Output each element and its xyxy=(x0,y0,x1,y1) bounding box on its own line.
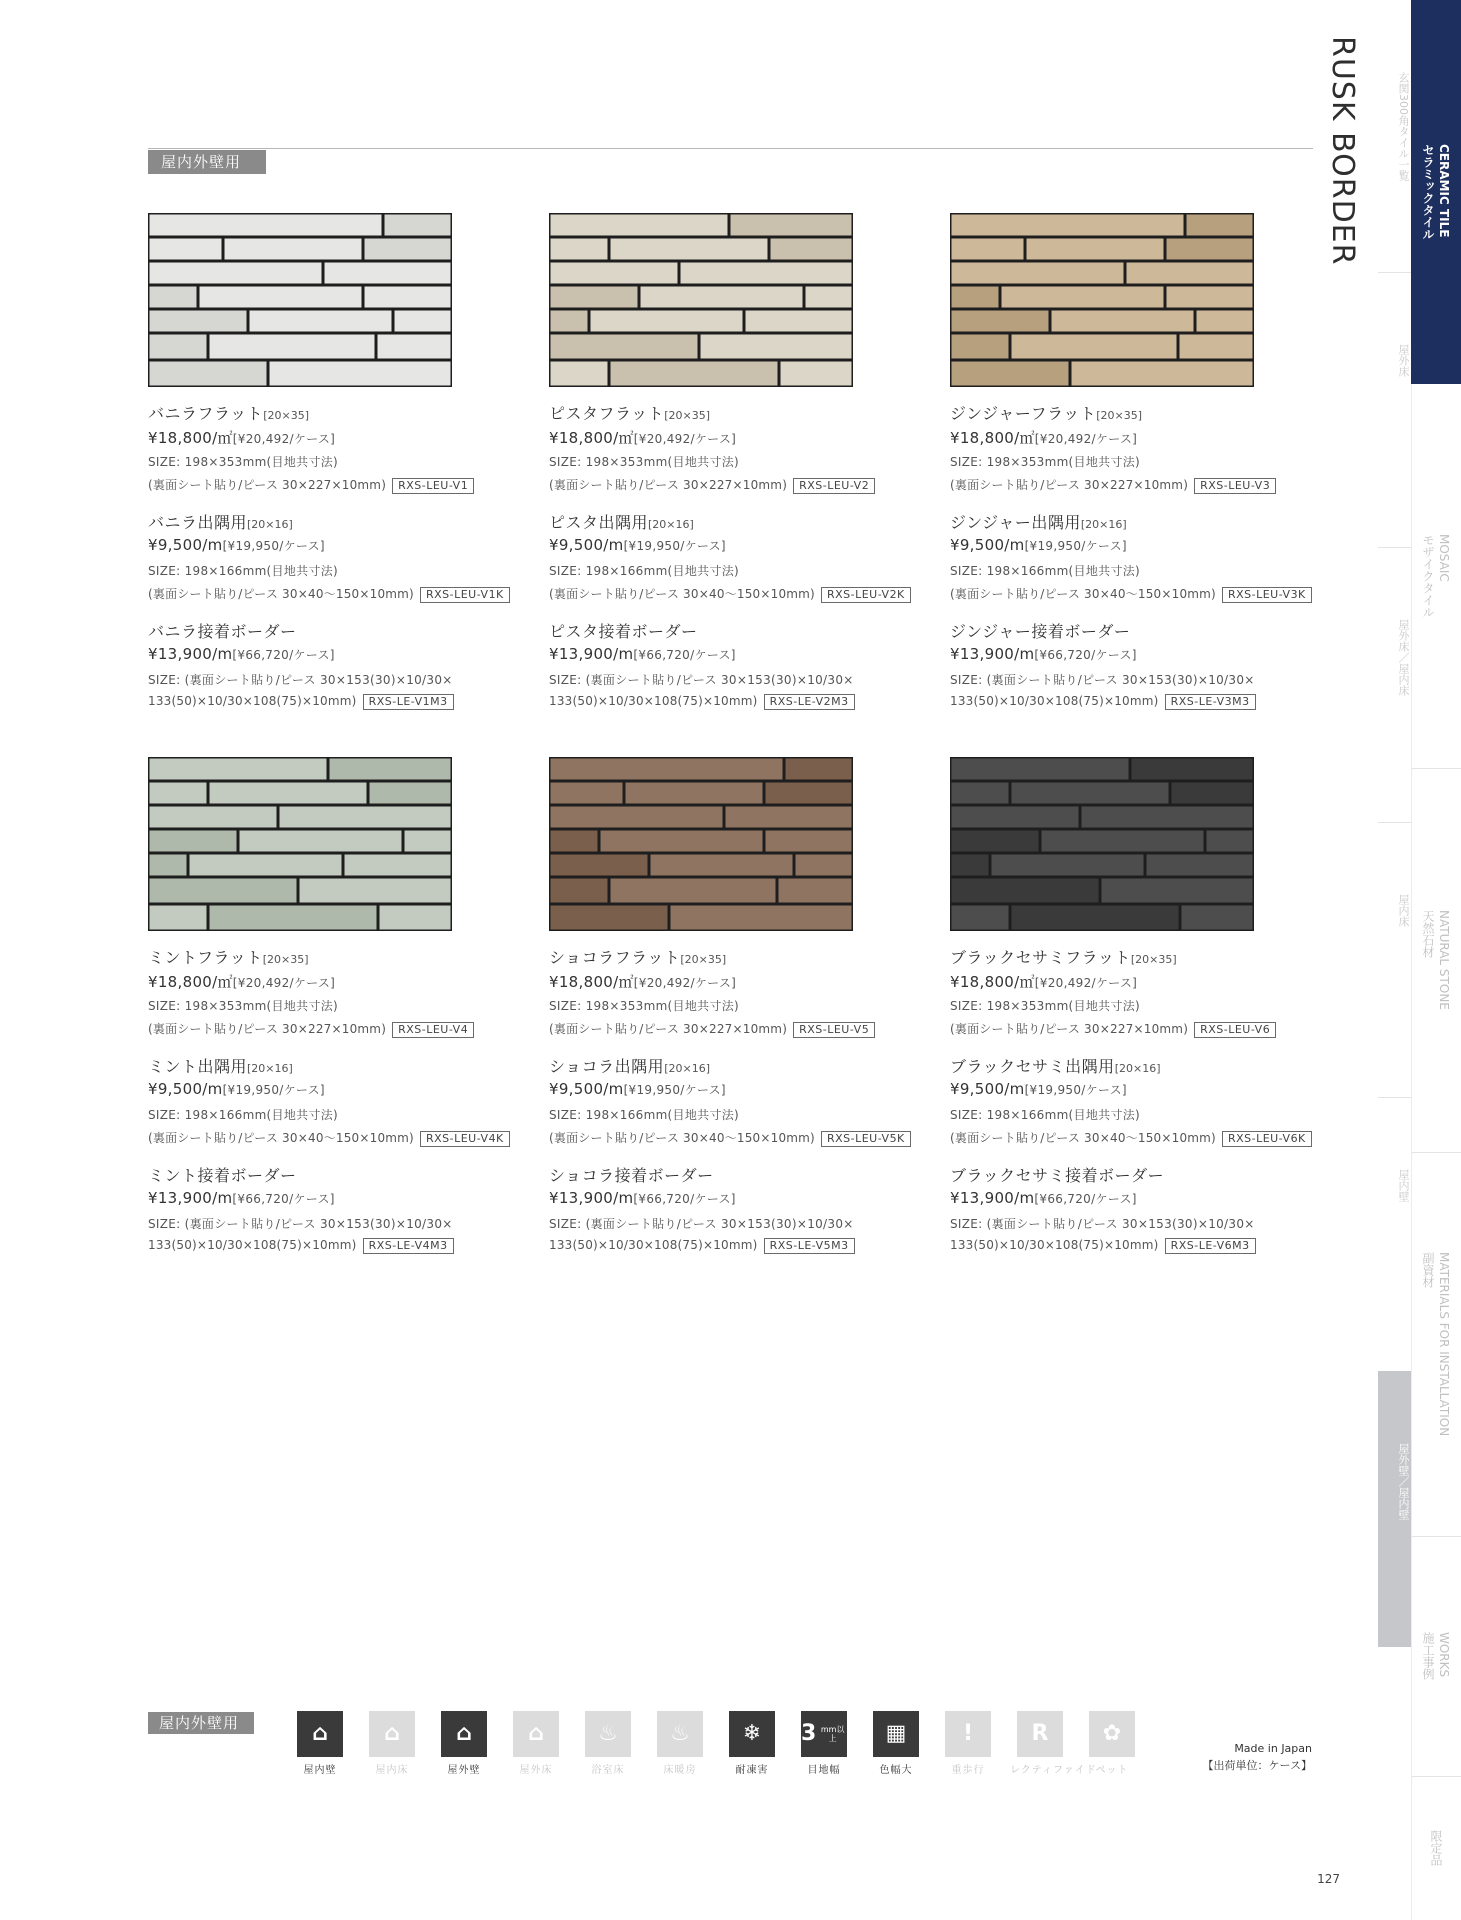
product-note: (裏面シート貼り/ピース 30×40～150×10mm) RXS-LEU-V6K xyxy=(950,1129,1350,1149)
tile-swatch xyxy=(950,757,1254,931)
product-note: (裏面シート貼り/ピース 30×227×10mm) RXS-LEU-V6 xyxy=(950,1020,1350,1040)
product-spec xyxy=(549,1163,949,1258)
product-dimension: [20×35] xyxy=(262,953,309,966)
product-spec xyxy=(148,401,548,496)
product-code: RXS-LE-V1M3 xyxy=(363,694,454,710)
product-size: SIZE: 198×353mm(目地共寸法) xyxy=(950,999,1141,1013)
product-spec xyxy=(148,1163,548,1258)
product-code: RXS-LEU-V6 xyxy=(1194,1022,1276,1038)
product-price: ¥18,800/㎡[¥20,492/ケース] xyxy=(549,429,737,447)
product-dimension: [20×35] xyxy=(1130,953,1177,966)
product-price: ¥18,800/㎡[¥20,492/ケース] xyxy=(950,973,1138,991)
case-price: [¥66,720/ケース] xyxy=(232,648,335,662)
product-dimension: [20×16] xyxy=(247,518,293,531)
shipping-unit-note: 【出荷単位：ケース】 xyxy=(1202,1759,1312,1772)
product-note: (裏面シート貼り/ピース 30×40～150×10mm) RXS-LEU-V4K xyxy=(148,1129,548,1149)
product-dimension: [20×16] xyxy=(247,1062,293,1075)
product-code: RXS-LEU-V1K xyxy=(420,587,510,603)
legend-item xyxy=(1010,1711,1097,1776)
product-note: (裏面シート貼り/ピース 30×40～150×10mm) RXS-LEU-V2K xyxy=(549,585,949,605)
product-dimension: [20×16] xyxy=(1114,1062,1161,1075)
index-tab-label: 屋内床 xyxy=(1397,894,1410,927)
product-note: 133(50)×10/30×108(75)×10mm) RXS-LE-V2M3 xyxy=(549,694,949,714)
product-name: バニラフラット[20×35] xyxy=(148,404,309,423)
category-ceramic-tile[interactable] xyxy=(1411,0,1461,384)
product-name: ショコラ出隅用[20×16] xyxy=(549,1057,710,1076)
product-size: SIZE: (裏面シート貼り/ピース 30×153(30)×10/30× xyxy=(549,1217,854,1231)
case-price: [¥19,950/ケース] xyxy=(222,1083,325,1097)
product-spec xyxy=(549,619,949,714)
legend-label: 重歩行 xyxy=(951,1765,985,1776)
product-code: RXS-LE-V3M3 xyxy=(1165,694,1256,710)
category-jp: 限定品 xyxy=(1429,1830,1443,1866)
legend-item xyxy=(506,1711,566,1776)
legend-label: 屋内壁 xyxy=(303,1765,337,1776)
product-name: ジンジャー出隅用[20×16] xyxy=(950,513,1127,532)
tile-swatch xyxy=(549,757,853,931)
product-size: SIZE: (裏面シート貼り/ピース 30×153(30)×10/30× xyxy=(148,673,453,687)
product-code: RXS-LE-V2M3 xyxy=(764,694,855,710)
product-spec xyxy=(950,510,1350,605)
product-dimension: [20×16] xyxy=(1080,518,1127,531)
product-spec xyxy=(950,1163,1350,1258)
page-number: 127 xyxy=(1317,1872,1340,1886)
legend-label: 耐凍害 xyxy=(735,1765,769,1776)
case-price: [¥19,950/ケース] xyxy=(1024,539,1127,553)
product-size: SIZE: (裏面シート貼り/ピース 30×153(30)×10/30× xyxy=(950,1217,1255,1231)
product-size: SIZE: 198×166mm(目地共寸法) xyxy=(950,564,1141,578)
product-name: ミント接着ボーダー xyxy=(148,1166,297,1185)
made-in-japan: Made in Japan xyxy=(1234,1742,1312,1755)
product-name: ジンジャー接着ボーダー xyxy=(950,622,1131,641)
category-materials[interactable] xyxy=(1411,1152,1461,1536)
product-code: RXS-LEU-V6K xyxy=(1222,1131,1312,1147)
pet-icon: ✿ xyxy=(1089,1711,1135,1757)
legend-label: 色幅大 xyxy=(879,1765,913,1776)
product-name: ブラックセサミフラット[20×35] xyxy=(950,948,1177,967)
legend-item xyxy=(650,1711,710,1776)
product-card xyxy=(148,213,548,714)
product-spec xyxy=(950,1054,1350,1149)
case-price: [¥19,950/ケース] xyxy=(222,539,325,553)
product-size: SIZE: 198×166mm(目地共寸法) xyxy=(148,1108,339,1122)
case-price: [¥66,720/ケース] xyxy=(633,1192,736,1206)
legend-tag: 屋内外壁用 xyxy=(148,1712,254,1734)
product-price: ¥13,900/m[¥66,720/ケース] xyxy=(148,1189,335,1207)
bathroom-floor-icon: ♨ xyxy=(585,1711,631,1757)
product-price: ¥13,900/m[¥66,720/ケース] xyxy=(148,645,335,663)
product-code: RXS-LEU-V4 xyxy=(392,1022,474,1038)
category-en: MATERIALS FOR INSTALLATION xyxy=(1437,1251,1451,1437)
case-price: [¥66,720/ケース] xyxy=(1034,1192,1137,1206)
legend-label: ペット xyxy=(1095,1765,1129,1776)
product-size: SIZE: 198×353mm(目地共寸法) xyxy=(148,999,339,1013)
case-price: [¥66,720/ケース] xyxy=(633,648,736,662)
index-bar xyxy=(1378,0,1461,1920)
case-price: [¥20,492/ケース] xyxy=(232,432,336,446)
case-price: [¥20,492/ケース] xyxy=(232,976,336,990)
product-size: SIZE: (裏面シート貼り/ピース 30×153(30)×10/30× xyxy=(148,1217,453,1231)
case-price: [¥19,950/ケース] xyxy=(1024,1083,1127,1097)
product-code: RXS-LEU-V4K xyxy=(420,1131,510,1147)
product-name: ブラックセサミ出隅用[20×16] xyxy=(950,1057,1161,1076)
category-limited[interactable] xyxy=(1411,1776,1461,1920)
product-note: (裏面シート貼り/ピース 30×227×10mm) RXS-LEU-V3 xyxy=(950,476,1350,496)
product-code: RXS-LEU-V5K xyxy=(821,1131,911,1147)
product-spec xyxy=(148,619,548,714)
legend-item xyxy=(362,1711,422,1776)
rectified-icon: R xyxy=(1017,1711,1063,1757)
joint-width-icon: 3 mm以上 xyxy=(801,1711,847,1757)
category-en: MOSAIC xyxy=(1437,534,1451,582)
index-tab-indoor-wall[interactable] xyxy=(1378,1097,1411,1371)
product-spec xyxy=(148,510,548,605)
index-tab-outdoor-indoor-wall[interactable] xyxy=(1378,1371,1411,1647)
legend-label: 屋外床 xyxy=(519,1765,553,1776)
category-jp: モザイクタイル xyxy=(1421,534,1435,618)
product-price: ¥13,900/m[¥66,720/ケース] xyxy=(549,1189,736,1207)
legend-label: 浴室床 xyxy=(591,1765,625,1776)
indoor-floor-icon: ⌂ xyxy=(369,1711,415,1757)
product-card xyxy=(148,757,548,1258)
product-size: SIZE: 198×166mm(目地共寸法) xyxy=(549,564,740,578)
product-name: ピスタ接着ボーダー xyxy=(549,622,698,641)
product-price: ¥9,500/m[¥19,950/ケース] xyxy=(950,1080,1127,1098)
legend-item xyxy=(1082,1711,1142,1776)
product-size: SIZE: 198×353mm(目地共寸法) xyxy=(549,999,740,1013)
legend-item xyxy=(578,1711,638,1776)
category-natural-stone[interactable] xyxy=(1411,768,1461,1152)
product-price: ¥18,800/㎡[¥20,492/ケース] xyxy=(950,429,1138,447)
product-card xyxy=(549,757,949,1258)
product-size: SIZE: 198×166mm(目地共寸法) xyxy=(148,564,339,578)
product-size: SIZE: 198×166mm(目地共寸法) xyxy=(549,1108,740,1122)
category-mosaic[interactable] xyxy=(1411,384,1461,768)
product-size: SIZE: 198×353mm(目地共寸法) xyxy=(148,455,339,469)
product-note: 133(50)×10/30×108(75)×10mm) RXS-LE-V5M3 xyxy=(549,1238,949,1258)
index-tab-label: 屋内壁 xyxy=(1397,1169,1410,1202)
tile-swatch xyxy=(950,213,1254,387)
product-code: RXS-LEU-V2K xyxy=(821,587,911,603)
category-jp: 副資材 xyxy=(1421,1251,1435,1288)
index-tab-entrance-list[interactable] xyxy=(1378,0,1411,272)
product-spec xyxy=(549,1054,949,1149)
product-price: ¥18,800/㎡[¥20,492/ケース] xyxy=(148,429,336,447)
product-size: SIZE: 198×166mm(目地共寸法) xyxy=(950,1108,1141,1122)
product-card xyxy=(950,213,1350,714)
product-card xyxy=(950,757,1350,1258)
product-price: ¥9,500/m[¥19,950/ケース] xyxy=(148,536,325,554)
product-note: 133(50)×10/30×108(75)×10mm) RXS-LE-V4M3 xyxy=(148,1238,548,1258)
legend-item xyxy=(434,1711,494,1776)
category-en: CERAMIC TILE xyxy=(1437,144,1451,238)
product-price: ¥13,900/m[¥66,720/ケース] xyxy=(950,1189,1137,1207)
index-tab-label: 玄関300角タイル一覧 xyxy=(1397,72,1410,181)
product-price: ¥9,500/m[¥19,950/ケース] xyxy=(950,536,1127,554)
product-note: (裏面シート貼り/ピース 30×227×10mm) RXS-LEU-V1 xyxy=(148,476,548,496)
product-name: バニラ出隅用[20×16] xyxy=(148,513,293,532)
legend-item xyxy=(722,1711,782,1776)
product-dimension: [20×35] xyxy=(664,409,710,422)
product-size: SIZE: (裏面シート貼り/ピース 30×153(30)×10/30× xyxy=(549,673,854,687)
section-tag: 屋内外壁用 xyxy=(148,150,266,174)
product-spec xyxy=(148,1054,548,1149)
product-code: RXS-LE-V4M3 xyxy=(363,1238,454,1254)
product-size: SIZE: 198×353mm(目地共寸法) xyxy=(950,455,1141,469)
case-price: [¥19,950/ケース] xyxy=(623,539,726,553)
category-en: NATURAL STONE xyxy=(1437,910,1451,1010)
product-price: ¥18,800/㎡[¥20,492/ケース] xyxy=(148,973,336,991)
product-note: (裏面シート貼り/ピース 30×40～150×10mm) RXS-LEU-V5K xyxy=(549,1129,949,1149)
product-note: 133(50)×10/30×108(75)×10mm) RXS-LE-V1M3 xyxy=(148,694,548,714)
category-jp: 施工事例 xyxy=(1421,1632,1435,1680)
category-jp: セラミックタイル xyxy=(1421,144,1435,240)
series-title: RUSK BORDER xyxy=(1325,36,1360,266)
color-variation-icon: ▦ xyxy=(873,1711,919,1757)
case-price: [¥20,492/ケース] xyxy=(1034,432,1138,446)
product-spec xyxy=(950,945,1350,1040)
tile-swatch xyxy=(549,213,853,387)
case-price: [¥66,720/ケース] xyxy=(1034,648,1137,662)
case-price: [¥66,720/ケース] xyxy=(232,1192,335,1206)
product-code: RXS-LE-V6M3 xyxy=(1165,1238,1256,1254)
product-price: ¥9,500/m[¥19,950/ケース] xyxy=(549,536,726,554)
heavy-traffic-icon: ! xyxy=(945,1711,991,1757)
product-size: SIZE: 198×353mm(目地共寸法) xyxy=(549,455,740,469)
product-code: RXS-LEU-V3 xyxy=(1194,478,1276,494)
product-name: ピスタ出隅用[20×16] xyxy=(549,513,694,532)
index-tab-outdoor-floor[interactable] xyxy=(1378,272,1411,547)
product-note: (裏面シート貼り/ピース 30×227×10mm) RXS-LEU-V4 xyxy=(148,1020,548,1040)
product-spec xyxy=(549,510,949,605)
product-price: ¥9,500/m[¥19,950/ケース] xyxy=(549,1080,726,1098)
product-name: ミントフラット[20×35] xyxy=(148,948,309,967)
legend-label: 床暖房 xyxy=(663,1765,697,1776)
indoor-wall-icon: ⌂ xyxy=(297,1711,343,1757)
index-tab-label: 屋外床／屋内床 xyxy=(1397,619,1410,696)
legend-item xyxy=(938,1711,998,1776)
product-dimension: [20×35] xyxy=(1096,409,1143,422)
product-spec xyxy=(950,619,1350,714)
product-name: ピスタフラット[20×35] xyxy=(549,404,710,423)
tile-swatch xyxy=(148,213,452,387)
legend-item xyxy=(866,1711,926,1776)
product-price: ¥9,500/m[¥19,950/ケース] xyxy=(148,1080,325,1098)
product-spec xyxy=(549,945,949,1040)
product-note: 133(50)×10/30×108(75)×10mm) RXS-LE-V6M3 xyxy=(950,1238,1350,1258)
case-price: [¥20,492/ケース] xyxy=(1034,976,1138,990)
product-note: (裏面シート貼り/ピース 30×227×10mm) RXS-LEU-V2 xyxy=(549,476,949,496)
product-spec xyxy=(549,401,949,496)
product-dimension: [20×16] xyxy=(648,518,694,531)
index-tab-outdoor-indoor-floor[interactable] xyxy=(1378,547,1411,822)
legend-item xyxy=(290,1711,350,1776)
product-price: ¥18,800/㎡[¥20,492/ケース] xyxy=(549,973,737,991)
product-spec xyxy=(950,401,1350,496)
case-price: [¥20,492/ケース] xyxy=(633,432,737,446)
product-name: ショコラ接着ボーダー xyxy=(549,1166,714,1185)
footer-info xyxy=(1180,1740,1312,1774)
index-tab-indoor-floor[interactable] xyxy=(1378,822,1411,1097)
product-dimension: [20×35] xyxy=(680,953,727,966)
product-price: ¥13,900/m[¥66,720/ケース] xyxy=(950,645,1137,663)
outdoor-wall-icon: ⌂ xyxy=(441,1711,487,1757)
outdoor-floor-icon: ⌂ xyxy=(513,1711,559,1757)
tile-swatch xyxy=(148,757,452,931)
legend-label: 屋外壁 xyxy=(447,1765,481,1776)
legend-item xyxy=(794,1711,854,1776)
legend-label: レクティファイド xyxy=(1010,1765,1097,1776)
product-code: RXS-LEU-V5 xyxy=(793,1022,875,1038)
product-code: RXS-LEU-V2 xyxy=(793,478,875,494)
product-name: バニラ接着ボーダー xyxy=(148,622,297,641)
legend-sub: mm以上 xyxy=(820,1725,845,1743)
legend-label: 屋内床 xyxy=(375,1765,409,1776)
index-tab-label: 屋外床 xyxy=(1397,344,1410,377)
product-dimension: [20×16] xyxy=(664,1062,710,1075)
category-en: WORKS xyxy=(1437,1632,1451,1678)
title-rule xyxy=(148,148,1313,149)
index-tab-label: 屋外壁／屋内壁 xyxy=(1397,1443,1410,1520)
legend-label: 目地幅 xyxy=(807,1765,841,1776)
product-card xyxy=(549,213,949,714)
product-note: (裏面シート貼り/ピース 30×227×10mm) RXS-LEU-V5 xyxy=(549,1020,949,1040)
case-price: [¥20,492/ケース] xyxy=(633,976,737,990)
category-jp: 天然石材 xyxy=(1421,910,1435,959)
category-works[interactable] xyxy=(1411,1536,1461,1776)
product-note: 133(50)×10/30×108(75)×10mm) RXS-LE-V3M3 xyxy=(950,694,1350,714)
product-dimension: [20×35] xyxy=(263,409,309,422)
product-spec xyxy=(148,945,548,1040)
case-price: [¥19,950/ケース] xyxy=(623,1083,726,1097)
product-size: SIZE: (裏面シート貼り/ピース 30×153(30)×10/30× xyxy=(950,673,1255,687)
product-name: ショコラフラット[20×35] xyxy=(549,948,727,967)
product-name: ジンジャーフラット[20×35] xyxy=(950,404,1143,423)
product-name: ミント出隅用[20×16] xyxy=(148,1057,293,1076)
frost-resistant-icon: ❄ xyxy=(729,1711,775,1757)
product-note: (裏面シート貼り/ピース 30×40～150×10mm) RXS-LEU-V3K xyxy=(950,585,1350,605)
product-note: (裏面シート貼り/ピース 30×40～150×10mm) RXS-LEU-V1K xyxy=(148,585,548,605)
product-code: RXS-LE-V5M3 xyxy=(764,1238,855,1254)
product-name: ブラックセサミ接着ボーダー xyxy=(950,1166,1165,1185)
floor-heating-icon: ♨ xyxy=(657,1711,703,1757)
product-code: RXS-LEU-V3K xyxy=(1222,587,1312,603)
product-price: ¥13,900/m[¥66,720/ケース] xyxy=(549,645,736,663)
product-code: RXS-LEU-V1 xyxy=(392,478,474,494)
